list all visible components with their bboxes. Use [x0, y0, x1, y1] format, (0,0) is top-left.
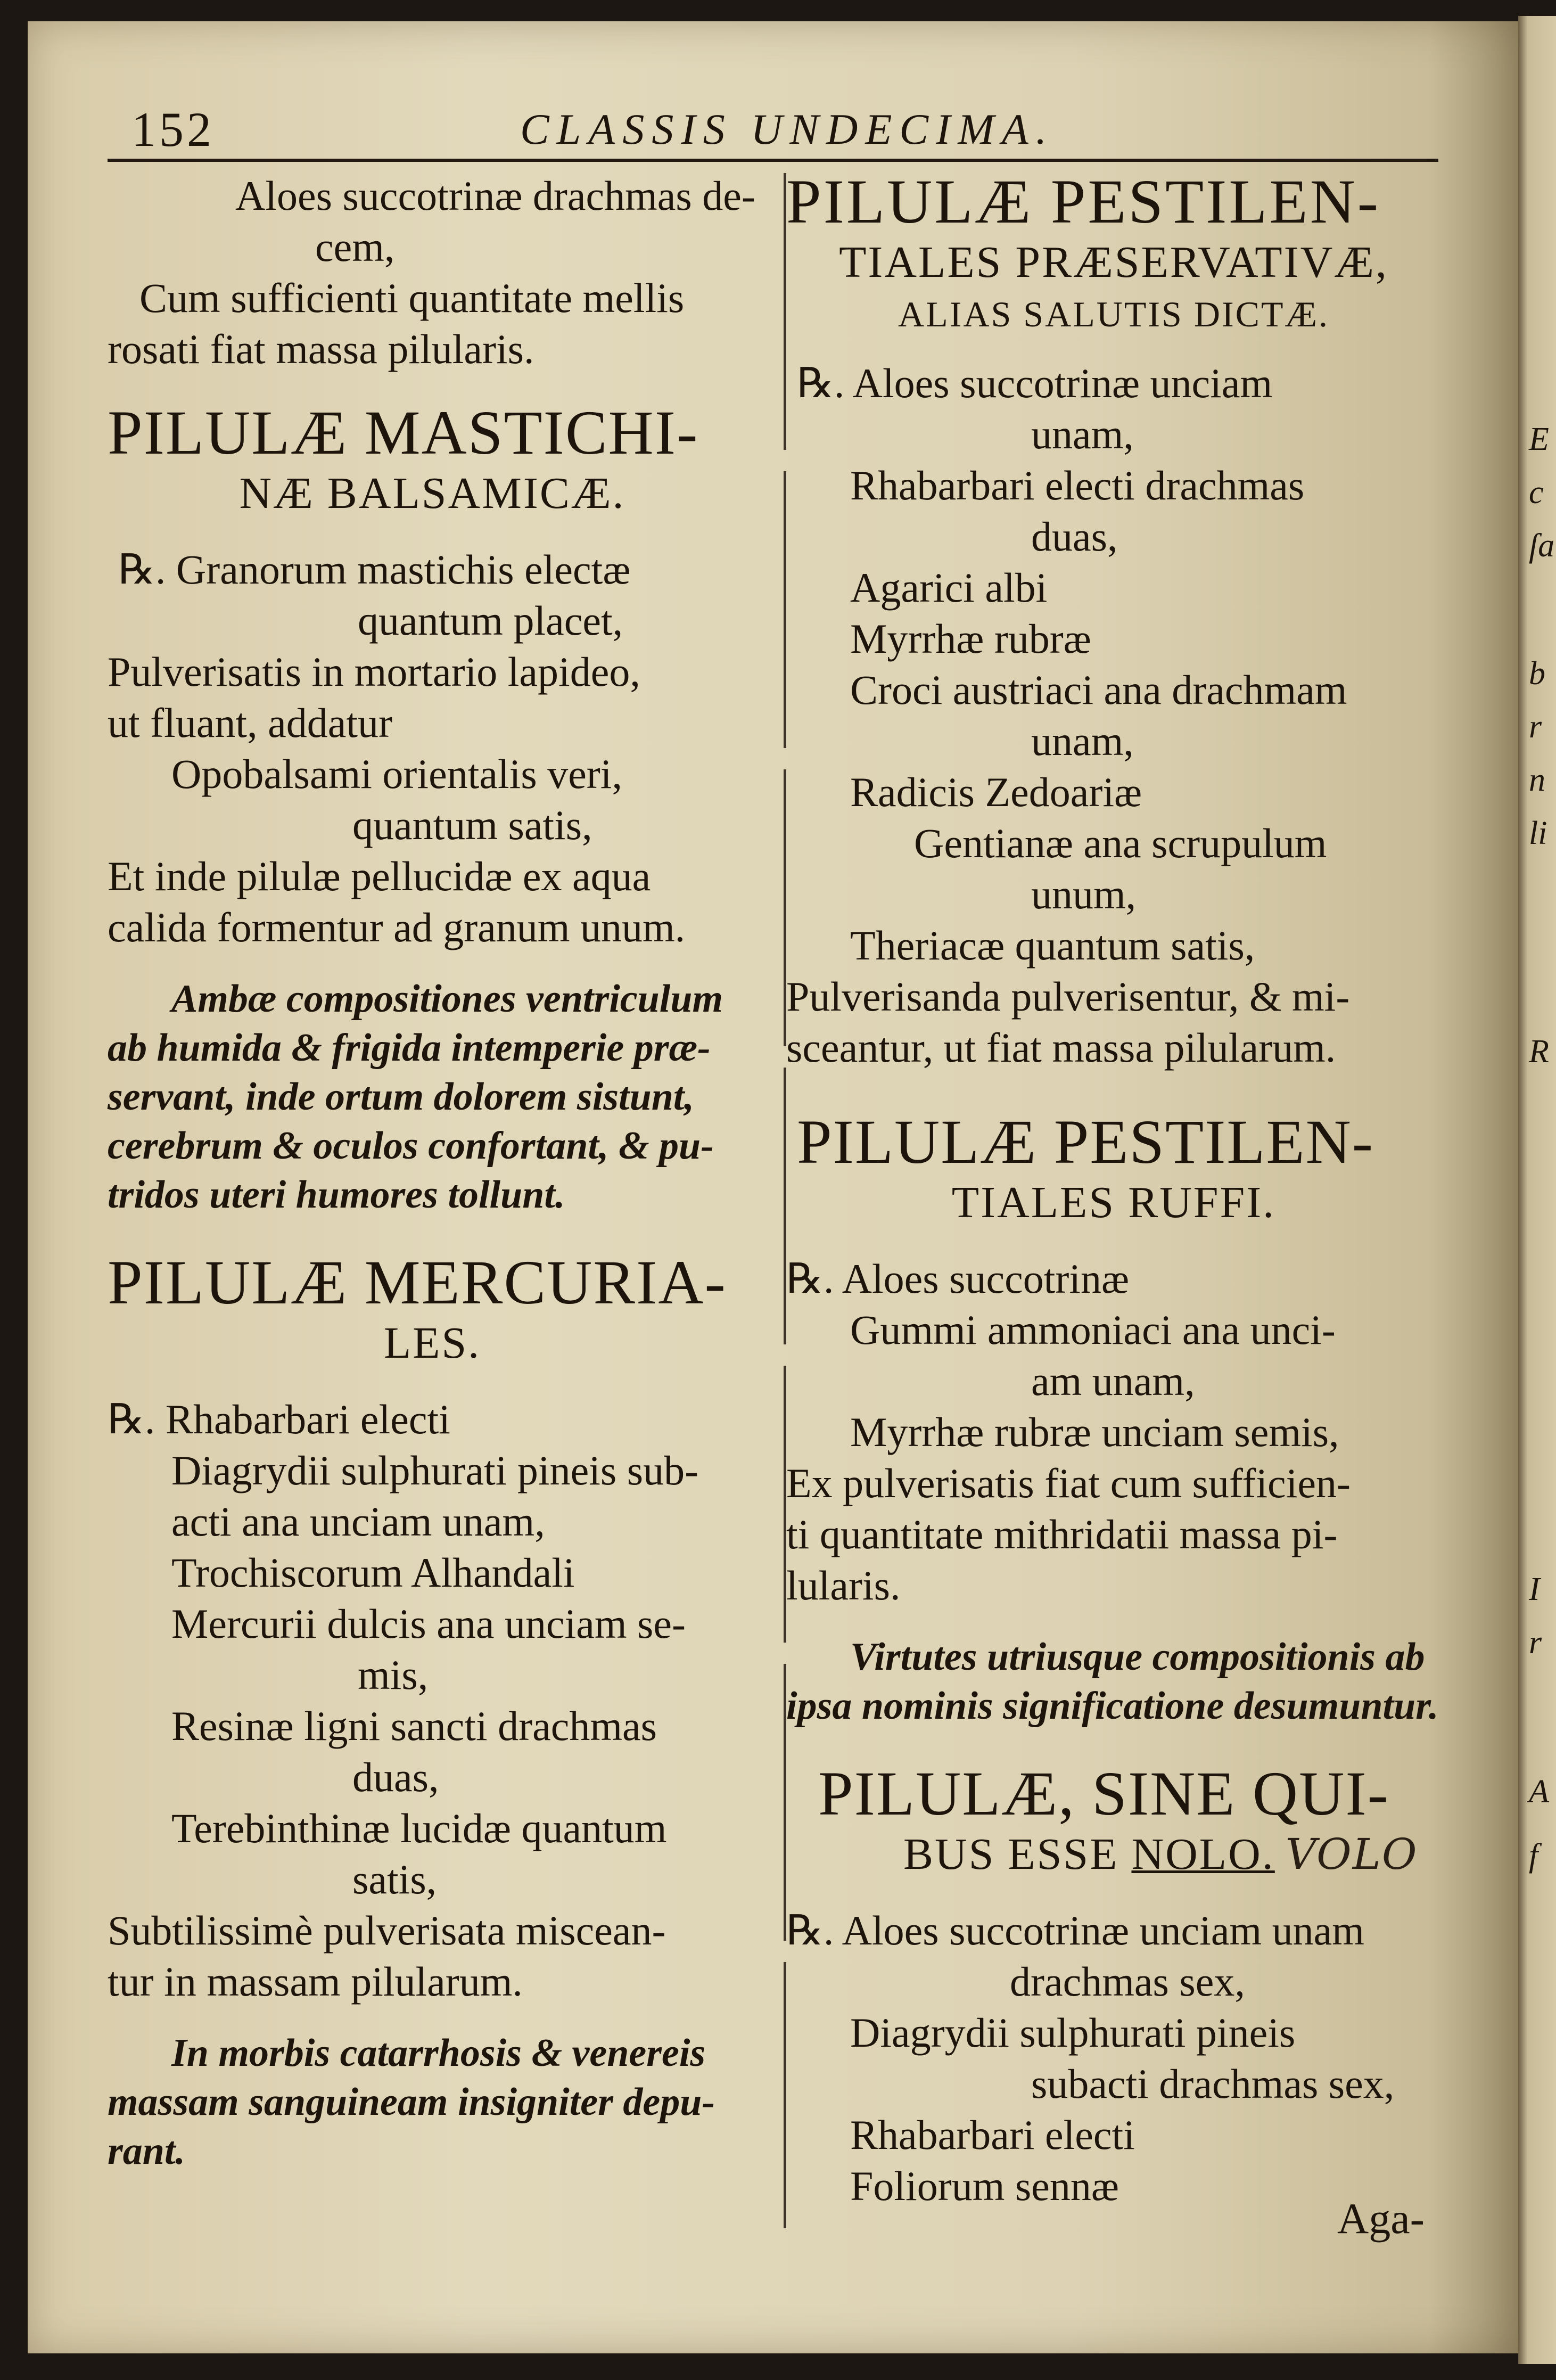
recipe-line: tur in massam pilularum. [108, 1958, 523, 2005]
text-line: Aloes succotrinæ drachmas de- [235, 173, 755, 219]
recipe-line: ut fluant, addatur [108, 700, 392, 746]
recipe-line: sceantur, ut fiat massa pilularum. [786, 1024, 1336, 1071]
virtues-line: massam sanguineam insigniter depu- [108, 2080, 715, 2124]
underlined-word: NOLO. [1131, 1829, 1275, 1879]
virtues-line: rant. [108, 2129, 186, 2173]
recipe-line: Terebinthinæ lucidæ quantum [171, 1805, 667, 1851]
running-title: CLASSIS UNDECIMA. [520, 105, 1055, 153]
recipe-line: quantum placet, [358, 597, 623, 644]
recipe-line: ti quantitate mithridatii massa pi- [786, 1511, 1338, 1557]
virtues-line: ipsa nominis significatione desumuntur. [786, 1684, 1439, 1728]
recipe-line: duas, [1031, 513, 1118, 560]
recipe-line: Gummi ammoniaci ana unci- [850, 1307, 1336, 1353]
virtues-line: tridos uteri humores tollunt. [108, 1173, 565, 1217]
recipe-line: duas, [352, 1754, 439, 1800]
recipe-line: acti ana unciam unam, [171, 1498, 545, 1545]
section-title: PILULÆ PESTILEN- [797, 1107, 1374, 1177]
recipe-line: Diagrydii sulphurati pineis [850, 2009, 1296, 2056]
recipe-line: ℞. Aloes succotrinæ unciam [797, 360, 1273, 406]
recipe-line: quantum satis, [352, 802, 592, 848]
edge-glyph: A [1529, 1774, 1549, 1810]
edge-glyph: r [1529, 709, 1542, 745]
section-title: PILULÆ PESTILEN- [786, 167, 1381, 236]
handwritten-annotation: VOLO [1285, 1829, 1418, 1879]
recipe-line: lularis. [786, 1562, 901, 1608]
right-column [786, 167, 1441, 2212]
section-title-line: ALIAS SALUTIS DICTÆ. [898, 294, 1329, 334]
section-title-line: LES. [383, 1318, 481, 1368]
recipe-line: Subtilissimè pulverisata miscean- [108, 1907, 666, 1954]
recipe-line: Opobalsami orientalis veri, [171, 751, 622, 797]
recipe-line: ℞. Aloes succotrinæ unciam unam [786, 1907, 1364, 1954]
section-title-line: TIALES PRÆSERVATIVÆ, [839, 237, 1388, 287]
edge-glyph: c [1529, 474, 1544, 511]
section-title: PILULÆ MERCURIA- [108, 1248, 727, 1317]
recipe-line: mis, [358, 1652, 429, 1698]
edge-glyph: I [1529, 1571, 1540, 1607]
recipe-line: Diagrydii sulphurati pineis sub- [171, 1447, 699, 1493]
recipe-line: Et inde pilulæ pellucidæ ex aqua [108, 853, 651, 899]
edge-glyph: li [1529, 815, 1547, 851]
edge-glyph: f [1529, 1837, 1538, 1874]
recipe-line: satis, [352, 1856, 437, 1902]
edge-glyph: n [1529, 762, 1545, 798]
recipe-line: ℞. Granorum mastichis electæ [118, 546, 631, 593]
section-title-line: NÆ BALSAMICÆ. [239, 469, 625, 518]
virtues-line: Ambæ compositiones ventriculum [171, 977, 723, 1021]
edge-glyph: E [1529, 421, 1549, 457]
recipe-line: Resinæ ligni sancti drachmas [171, 1703, 657, 1749]
section-title: PILULÆ, SINE QUI- [818, 1759, 1389, 1828]
recipe-line: Myrrhæ rubræ unciam semis, [850, 1409, 1339, 1455]
recipe-line: Mercurii dulcis ana unciam se- [171, 1601, 686, 1647]
virtues-line: servant, inde ortum dolorem sistunt, [108, 1075, 694, 1119]
recipe-line: Gentianæ ana scrupulum [914, 820, 1327, 866]
title-text: BUS ESSE [903, 1829, 1132, 1879]
recipe-line: Theriacæ quantum satis, [850, 922, 1255, 969]
virtues-line: cerebrum & oculos confortant, & pu- [108, 1124, 714, 1168]
book-page [28, 21, 1518, 2353]
edge-glyph: ſa [1529, 528, 1555, 564]
virtues-line: Virtutes utriusque compositionis ab [850, 1635, 1425, 1679]
text-line: cem, [315, 224, 395, 270]
recipe-line: Pulverisanda pulverisentur, & mi- [786, 973, 1350, 1020]
recipe-line: Pulverisatis in mortario lapideo, [108, 649, 640, 695]
virtues-line: In morbis catarrhosis & venereis [171, 2031, 706, 2075]
recipe-line: unum, [1031, 871, 1137, 917]
text-line: rosati fiat massa pilularis. [108, 326, 534, 372]
recipe-line: ℞. Rhabarbari electi [108, 1396, 450, 1442]
page-header [102, 101, 1422, 157]
recipe-line: Rhabarbari electi drachmas [850, 462, 1305, 508]
section-title: PILULÆ MASTICHI- [108, 398, 699, 467]
section-title-line: TIALES RUFFI. [951, 1178, 1276, 1227]
left-column [108, 170, 757, 2176]
recipe-line: Agarici albi [850, 564, 1048, 611]
section-title-line [786, 1825, 1441, 1884]
adjacent-page-edge [1518, 16, 1556, 2364]
recipe-line: Rhabarbari electi [850, 2112, 1135, 2158]
page-number: 152 [131, 102, 215, 157]
header-rule [108, 159, 1438, 162]
recipe-line: drachmas sex, [1010, 1958, 1245, 2005]
recipe-line: subacti drachmas sex, [1031, 2061, 1395, 2107]
catchword: Aga- [1337, 2194, 1425, 2243]
virtues-line: ab humida & frigida intemperie præ- [108, 1026, 711, 1070]
recipe-line: Croci austriaci ana drachmam [850, 667, 1347, 713]
recipe-line: Ex pulverisatis fiat cum sufficien- [786, 1460, 1351, 1506]
recipe-line: am unam, [1031, 1358, 1195, 1404]
edge-glyph: R [1529, 1033, 1549, 1070]
recipe-line: unam, [1031, 411, 1134, 457]
recipe-line: Radicis Zedoariæ [850, 769, 1142, 815]
recipe-line: Myrrhæ rubræ [850, 615, 1091, 662]
recipe-line: unam, [1031, 718, 1134, 764]
recipe-line: Trochiscorum Alhandali [171, 1549, 575, 1596]
edge-glyph: r [1529, 1624, 1542, 1661]
edge-glyph: b [1529, 655, 1545, 692]
recipe-line: calida formentur ad granum unum. [108, 904, 686, 950]
recipe-line: ℞. Aloes succotrinæ [786, 1255, 1130, 1302]
text-line: Cum sufficienti quantitate mellis [139, 275, 685, 321]
recipe-line: Foliorum sennæ [850, 2163, 1119, 2209]
